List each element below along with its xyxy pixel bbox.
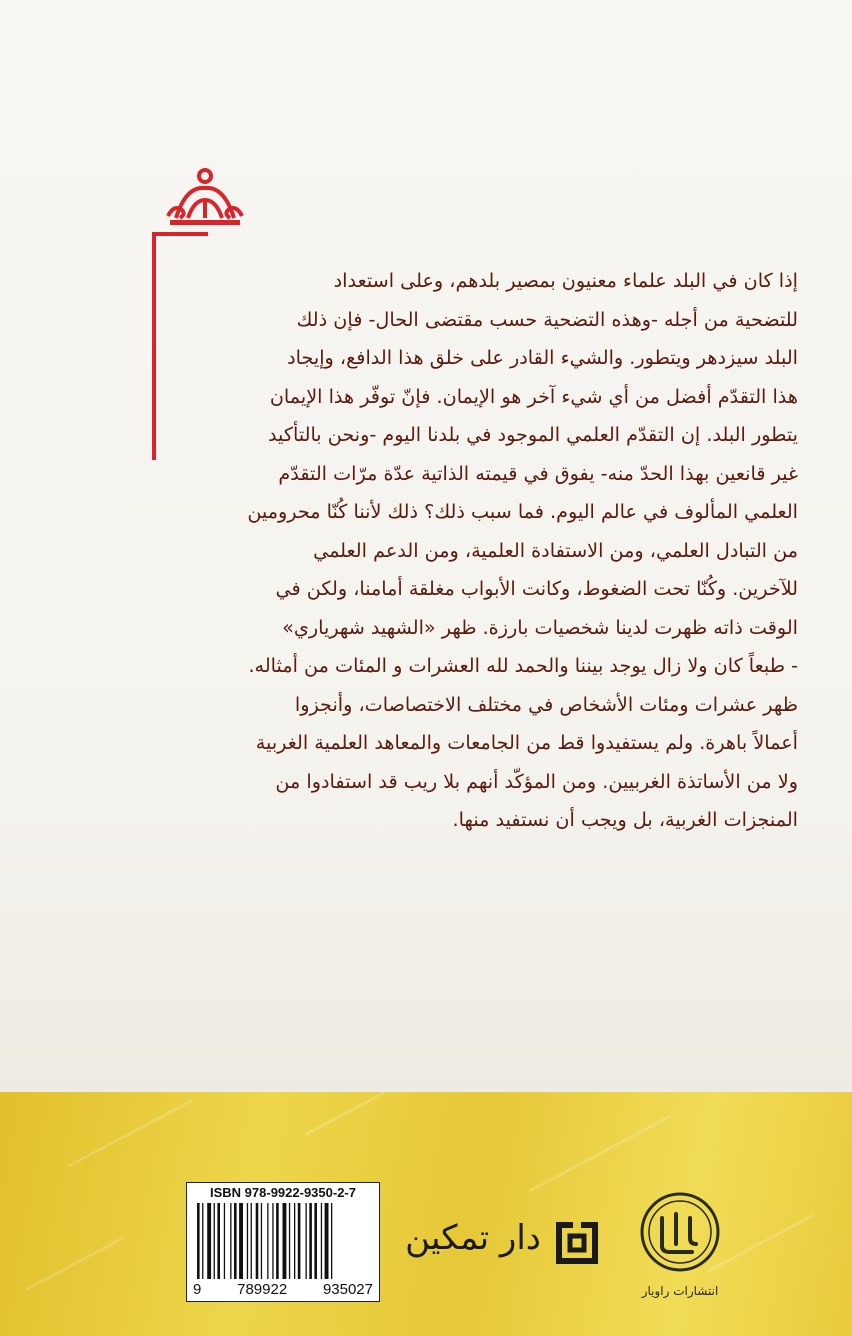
isbn-digits: [187, 1281, 379, 1298]
ornament-icon: [166, 166, 244, 228]
text-line: للآخرين. وكُنّا تحت الضغوط، وكانت الأبواب مغلقة أمامنا، ولكن في: [275, 577, 798, 600]
text-line: البلد سيزدهر ويتطور. والشيء القادر على خلق هذا الدافع، وإيجاد: [287, 346, 798, 369]
text-line: الوقت ذاته ظهرت لدينا شخصيات بارزة. ظهر «الشهيد شهرياري»: [282, 615, 798, 639]
body-paragraph: [178, 262, 798, 840]
isbn-label: ISBN 978-9922-9350-2-7: [210, 1185, 356, 1200]
text-line: أعمالاً باهرة. ولم يستفيدوا قط من الجامعات والمعاهد العلمية الغربية: [255, 731, 798, 754]
isbn-digit-lead: 9: [193, 1281, 202, 1298]
publisher-name: دار تمكين: [405, 1218, 541, 1258]
isbn-barcode: [186, 1182, 380, 1302]
text-line: ظهر عشرات ومئات الأشخاص في مختلف الاختصاصات، وأنجزوا: [294, 692, 798, 716]
text-line: غير قانعين بهذا الحدّ منه- يفوق في قيمته الذاتية عدّة مرّات التقدّم: [278, 461, 798, 485]
isbn-digit-group1: 789922: [237, 1281, 288, 1298]
text-line: ولا من الأساتذة الغربيين. ومن المؤكّد أنهم بلا ريب قد استفادوا من: [275, 769, 798, 793]
frame-top-line: [152, 232, 208, 236]
frame-left-line: [152, 232, 156, 460]
text-line: يتطور البلد. إن التقدّم العلمي الموجود في بلدنا اليوم -ونحن بالتأكيد: [267, 423, 798, 446]
barcode-icon: [195, 1203, 371, 1279]
isbn-digit-group2: 935027: [322, 1281, 373, 1298]
text-line: من التبادل العلمي، ومن الاستفادة العلمية، ومن الدعم العلمي: [313, 538, 798, 562]
text-line: للتضحية من أجله -وهذه التضحية حسب مقتضى الحال- فإن ذلك: [296, 307, 798, 331]
yellow-band: [0, 1092, 852, 1336]
publisher-logo-icon: [556, 1222, 598, 1264]
text-line: - طبعاً كان ولا زال يوجد بيننا والحمد لله العشرات و المئات من أمثاله.: [248, 654, 798, 677]
text-line: إذا كان في البلد علماء معنيون بمصير بلدهم، وعلى استعداد: [333, 269, 798, 292]
text-line: المنجزات الغربية، بل ويجب أن نستفيد منها.: [452, 808, 798, 831]
text-line: هذا التقدّم أفضل من أي شيء آخر هو الإيمان. فإنّ توفّر هذا الإيمان: [269, 384, 798, 408]
text-line: العلمي المألوف في عالم اليوم. فما سبب ذلك؟ ذلك لأننا كُنّا محرومين: [247, 500, 798, 523]
seal-caption: انتشارات راويار: [641, 1284, 719, 1298]
